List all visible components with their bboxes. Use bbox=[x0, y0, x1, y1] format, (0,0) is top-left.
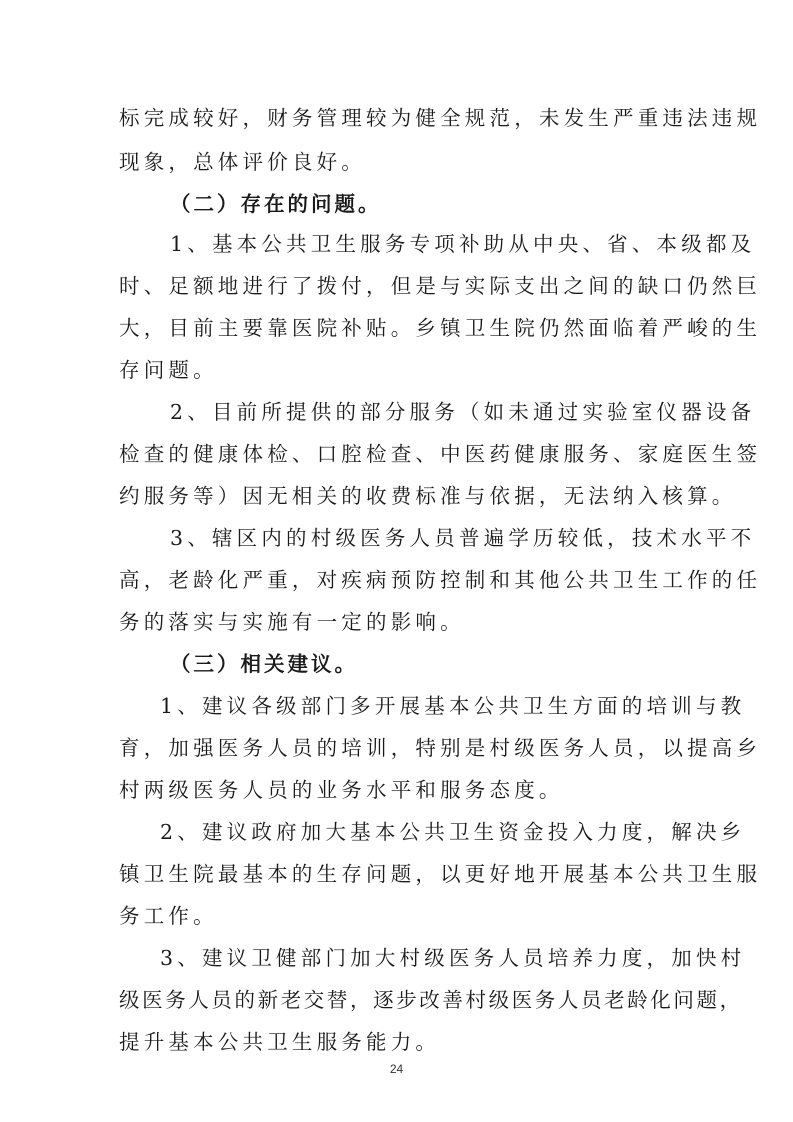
paragraph-line: 大，目前主要靠医院补贴。乡镇卫生院仍然面临着严峻的生 bbox=[119, 316, 762, 340]
paragraph-line: 约服务等）因无相关的收费标准与依据，无法纳入核算。 bbox=[119, 484, 737, 508]
paragraph-line: 现象，总体评价良好。 bbox=[119, 150, 366, 174]
paragraph-line: 提升基本公共卫生服务能力。 bbox=[119, 1030, 441, 1054]
page-number: 24 bbox=[389, 1062, 404, 1076]
section-heading: （三）相关建议。 bbox=[170, 652, 358, 676]
paragraph-line: 务的落实与实施有一定的影响。 bbox=[119, 610, 465, 634]
paragraph-line: 1、建议各级部门多开展基本公共卫生方面的培训与教 bbox=[160, 694, 746, 718]
paragraph-line: 3、建议卫健部门加大村级医务人员培养力度，加快村 bbox=[160, 946, 746, 970]
paragraph-line: 育，加强医务人员的培训，特别是村级医务人员，以提高乡 bbox=[119, 736, 762, 760]
paragraph-line: 高，老龄化严重，对疾病预防控制和其他公共卫生工作的任 bbox=[119, 568, 762, 592]
paragraph-line: 务工作。 bbox=[119, 904, 218, 928]
section-heading: （二）存在的问题。 bbox=[170, 192, 382, 216]
paragraph-line: 时、足额地进行了拨付，但是与实际支出之间的缺口仍然巨 bbox=[119, 274, 762, 298]
paragraph-line: 级医务人员的新老交替，逐步改善村级医务人员老龄化问题， bbox=[119, 988, 743, 1012]
paragraph-line: 2、建议政府加大基本公共卫生资金投入力度，解决乡 bbox=[160, 820, 746, 844]
paragraph-line: 存问题。 bbox=[119, 358, 218, 382]
paragraph-line: 检查的健康体检、口腔检查、中医药健康服务、家庭医生签 bbox=[119, 442, 762, 466]
paragraph-line: 镇卫生院最基本的生存问题，以更好地开展基本公共卫生服 bbox=[119, 862, 762, 886]
paragraph-line: 3、辖区内的村级医务人员普遍学历较低，技术水平不 bbox=[170, 526, 756, 550]
paragraph-line: 标完成较好，财务管理较为健全规范，未发生严重违法违规 bbox=[119, 106, 762, 130]
paragraph-line: 2、目前所提供的部分服务（如未通过实验室仪器设备 bbox=[170, 400, 756, 424]
paragraph-line: 村两级医务人员的业务水平和服务态度。 bbox=[119, 778, 564, 802]
paragraph-line: 1、基本公共卫生服务专项补助从中央、省、本级都及 bbox=[170, 232, 756, 256]
